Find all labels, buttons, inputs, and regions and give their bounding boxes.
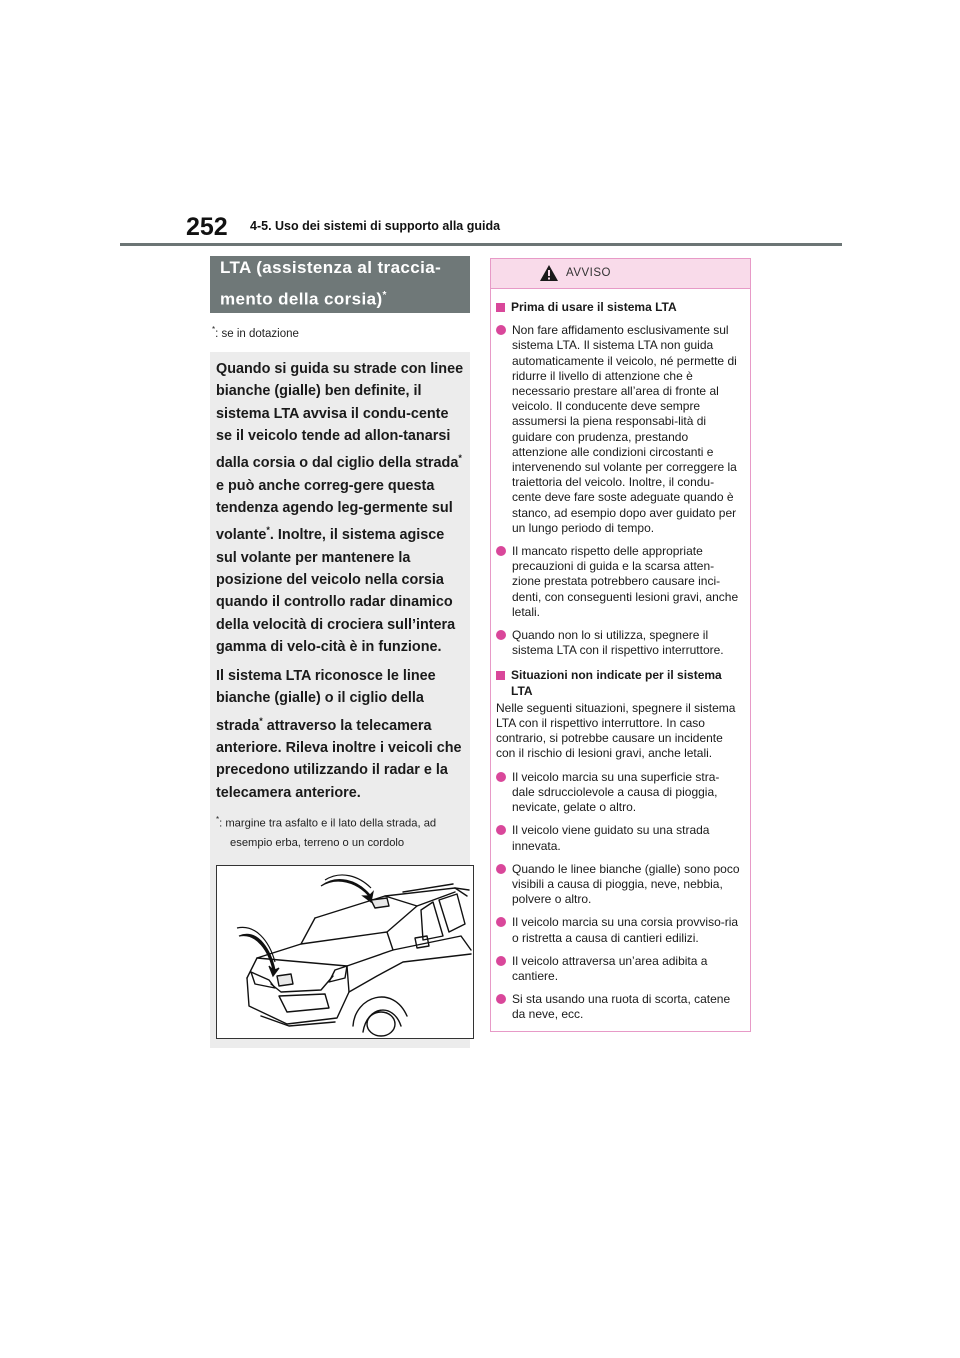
section-title bbox=[210, 256, 470, 313]
header-rule bbox=[120, 243, 842, 246]
warning-bullet bbox=[496, 544, 742, 620]
section-title-line2 bbox=[220, 282, 458, 314]
warning-bullet bbox=[496, 992, 742, 1022]
summary-box bbox=[210, 352, 470, 1048]
car-illustration bbox=[216, 865, 474, 1039]
summary-p1-asterisk-1: * bbox=[458, 453, 462, 464]
round-bullet-icon bbox=[496, 325, 506, 335]
summary-p1-a: Quando si guida su strade con linee bianche (gialle) ben definite, il sistema LTA avvisa il condu-cente se il veicolo tende ad allon-tanarsi dalla corsia o dal ciglio della strada bbox=[216, 360, 464, 472]
warning-bullet bbox=[496, 628, 742, 658]
round-bullet-icon bbox=[496, 994, 506, 1004]
warning-bullet bbox=[496, 954, 742, 984]
round-bullet-icon bbox=[496, 772, 506, 782]
warning-triangle-icon bbox=[539, 264, 559, 282]
page-number: 252 bbox=[186, 213, 228, 241]
square-bullet-icon bbox=[496, 671, 505, 680]
round-bullet-icon bbox=[496, 546, 506, 556]
round-bullet-icon bbox=[496, 825, 506, 835]
footnote-equipment-text: : se in dotazione bbox=[215, 327, 299, 340]
warning-bullet bbox=[496, 862, 742, 908]
warning-bullet-text: Il veicolo marcia su una superficie stra-dale sdrucciolevole a causa di pioggia, nevicate, gelate o altro. bbox=[512, 769, 720, 815]
round-bullet-icon bbox=[496, 917, 506, 927]
warning-box bbox=[490, 258, 751, 1032]
warning-bullet-text: Non fare affidamento esclusivamente sul sistema LTA. Il sistema LTA non guida automaticamente il veicolo, né permette di ridurre il livello di attenzione che è necessario prestare all’area di fronte al veicolo. Il conducente deve sempre assumersi la piena responsabi-lità di guidare con prudenza, prestando attenzione alle condizioni circostanti e intervenendo sul volante per correggere la traiettoria del veicolo. Inoltre, il condu-cente deve fare soste adeguate quando è stanco, ad esempio dopo aver guidato per un lungo periodo di tempo. bbox=[512, 323, 737, 535]
warning-bullet-text: Si sta usando una ruota di scorta, catene da neve, ecc. bbox=[512, 992, 731, 1022]
car-drawing bbox=[217, 866, 473, 1038]
section-title-line1: LTA (assistenza al traccia- bbox=[220, 258, 442, 278]
warning-bullet bbox=[496, 770, 742, 816]
footnote-asterisk: * bbox=[212, 325, 216, 334]
warning-bullet bbox=[496, 823, 742, 853]
summary-p1-c: . Inoltre, il sistema agisce sul volante per mantenere la posizione del veicolo nella corsia quando il controllo radar dinamico della velocità di crociera sull’intera gamma di velo-cità è in funzione. bbox=[216, 527, 456, 656]
warning-bullet-text: Il veicolo viene guidato su una strada innevata. bbox=[512, 823, 710, 853]
round-bullet-icon bbox=[496, 864, 506, 874]
warning-bullet bbox=[496, 323, 742, 536]
summary-paragraph-2 bbox=[216, 665, 464, 804]
title-asterisk: * bbox=[382, 290, 387, 302]
footnote-road-edge bbox=[216, 810, 464, 853]
warning-section-2-title bbox=[496, 668, 742, 698]
warning-header bbox=[491, 259, 750, 289]
footnote-road-edge-asterisk: * bbox=[216, 814, 220, 824]
left-column bbox=[210, 256, 470, 1048]
footnote-road-edge-text: : margine tra asfalto e il lato della strada, ad esempio erba, terreno o un cordolo bbox=[219, 817, 437, 849]
warning-section-2-intro: Nelle seguenti situazioni, spegnere il sistema LTA con il rispettivo interruttore. In caso contrario, si potrebbe causare un incidente con il rischio di lesioni gravi, anche letali. bbox=[496, 700, 736, 761]
warning-section-1-title-text: Prima di usare il sistema LTA bbox=[511, 300, 677, 314]
warning-body bbox=[491, 289, 750, 1031]
section-title-line2-text: mento della corsia) bbox=[220, 289, 383, 309]
summary-paragraph-1 bbox=[216, 358, 464, 659]
round-bullet-icon bbox=[496, 956, 506, 966]
square-bullet-icon bbox=[496, 303, 505, 312]
footnote-equipment bbox=[212, 325, 470, 340]
warning-section-1-title bbox=[496, 300, 742, 315]
warning-bullet-text: Quando le linee bianche (gialle) sono poco visibili a causa di pioggia, neve, nebbia, polvere o altro. bbox=[512, 861, 740, 907]
warning-bullet-text: Il mancato rispetto delle appropriate precauzioni di guida e la scarsa atten-zione prestata potrebbero causare inci-denti, con conseguenti lesioni gravi, anche letali. bbox=[512, 544, 739, 619]
summary-p1-b: e può anche correg-gere questa tendenza agendo leg-germente sul volante bbox=[216, 477, 453, 544]
warning-section-2-title-text: Situazioni non indicate per il sistema LTA bbox=[511, 668, 722, 698]
warning-bullet bbox=[496, 915, 742, 945]
warning-bullet-text: Il veicolo marcia su una corsia provviso-ria o ristretta a causa di cantieri edilizi. bbox=[512, 915, 739, 945]
summary-p2-a: Il sistema LTA riconosce le linee bianche (gialle) o il ciglio della strada bbox=[216, 667, 436, 734]
warning-bullet-text: Quando non lo si utilizza, spegnere il sistema LTA con il rispettivo interruttore. bbox=[512, 628, 724, 658]
warning-label: AVVISO bbox=[566, 267, 611, 279]
summary-p1-asterisk-2: * bbox=[266, 525, 270, 536]
warning-bullet-text: Il veicolo attraversa un’area adibita a cantiere. bbox=[512, 953, 708, 983]
summary-p2-asterisk: * bbox=[259, 715, 263, 726]
section-header: 4-5. Uso dei sistemi di supporto alla guida bbox=[250, 219, 501, 233]
round-bullet-icon bbox=[496, 630, 506, 640]
summary-p2-b: attraverso la telecamera anteriore. Rileva inoltre i veicoli che precedono utilizzando il radar e la telecamera anteriore. bbox=[216, 717, 462, 801]
